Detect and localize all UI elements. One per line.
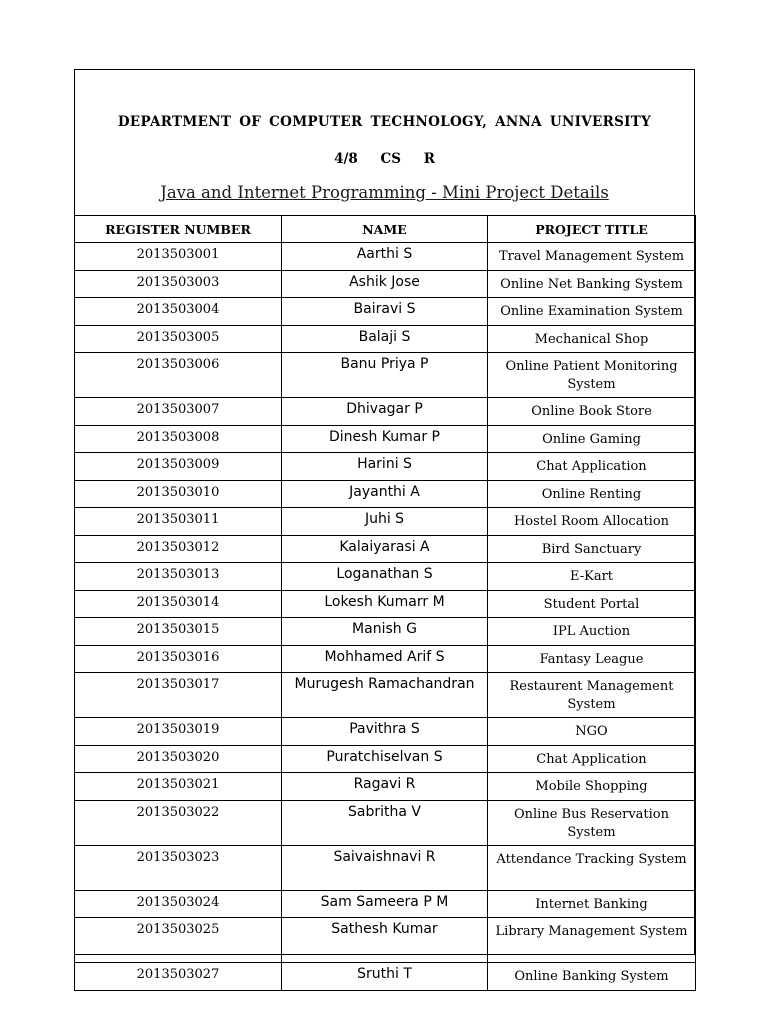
name-cell: Juhi S xyxy=(282,508,488,536)
register-number-cell: 2013503008 xyxy=(75,425,282,453)
register-number-cell: 2013503019 xyxy=(75,718,282,746)
project-title-cell: Attendance Tracking System xyxy=(488,845,696,890)
table-row xyxy=(75,718,696,746)
register-number-cell: 2013503007 xyxy=(75,398,282,426)
register-number-cell: 2013503006 xyxy=(75,353,282,398)
name-cell: Balaji S xyxy=(282,325,488,353)
name-cell: Bairavi S xyxy=(282,298,488,326)
name-cell: Loganathan S xyxy=(282,563,488,591)
table-row xyxy=(75,398,696,426)
name-cell: Banu Priya P xyxy=(282,353,488,398)
register-number-cell: 2013503017 xyxy=(75,673,282,718)
table-row xyxy=(75,270,696,298)
project-title-cell: Online Patient Monitoring System xyxy=(488,353,696,398)
project-title-cell: Online Bus Reservation System xyxy=(488,800,696,845)
table-row xyxy=(75,298,696,326)
register-number-cell: 2013503004 xyxy=(75,298,282,326)
name-cell: Lokesh Kumarr M xyxy=(282,590,488,618)
register-number-cell: 2013503023 xyxy=(75,845,282,890)
table-row xyxy=(75,325,696,353)
project-title-cell: Library Management System xyxy=(488,918,696,963)
name-cell: Jayanthi A xyxy=(282,480,488,508)
table-row xyxy=(75,673,696,718)
name-cell: Puratchiselvan S xyxy=(282,745,488,773)
document-title: Java and Internet Programming - Mini Project Details xyxy=(160,183,609,202)
project-table xyxy=(74,215,696,991)
table-row xyxy=(75,645,696,673)
register-number-cell: 2013503025 xyxy=(75,918,282,963)
column-header-register: REGISTER NUMBER xyxy=(75,216,282,243)
table-row xyxy=(75,590,696,618)
table-row xyxy=(75,535,696,563)
register-number-cell: 2013503020 xyxy=(75,745,282,773)
table-row xyxy=(75,508,696,536)
register-number-cell: 2013503016 xyxy=(75,645,282,673)
name-cell: Murugesh Ramachandran xyxy=(282,673,488,718)
name-cell: Saivaishnavi R xyxy=(282,845,488,890)
project-title-cell: Online Banking System xyxy=(488,963,696,991)
name-cell: Sathesh Kumar xyxy=(282,918,488,963)
register-number-cell: 2013503013 xyxy=(75,563,282,591)
table-row xyxy=(75,800,696,845)
register-number-cell: 2013503022 xyxy=(75,800,282,845)
table-row xyxy=(75,243,696,271)
project-title-cell: Online Gaming xyxy=(488,425,696,453)
name-cell: Pavithra S xyxy=(282,718,488,746)
table-row xyxy=(75,453,696,481)
table-row xyxy=(75,963,696,991)
register-number-cell: 2013503011 xyxy=(75,508,282,536)
project-title-cell: NGO xyxy=(488,718,696,746)
name-cell: Mohhamed Arif S xyxy=(282,645,488,673)
name-cell: Manish G xyxy=(282,618,488,646)
name-cell: Harini S xyxy=(282,453,488,481)
name-cell: Dinesh Kumar P xyxy=(282,425,488,453)
name-cell: Dhivagar P xyxy=(282,398,488,426)
table-body xyxy=(75,243,696,991)
project-title-cell: Travel Management System xyxy=(488,243,696,271)
project-title-cell: Online Book Store xyxy=(488,398,696,426)
register-number-cell: 2013503024 xyxy=(75,890,282,918)
register-number-cell: 2013503009 xyxy=(75,453,282,481)
project-title-cell: E-Kart xyxy=(488,563,696,591)
column-header-project: PROJECT TITLE xyxy=(488,216,696,243)
name-cell: Aarthi S xyxy=(282,243,488,271)
register-number-cell: 2013503015 xyxy=(75,618,282,646)
project-title-cell: Online Examination System xyxy=(488,298,696,326)
table-row xyxy=(75,745,696,773)
project-title-cell: Fantasy League xyxy=(488,645,696,673)
project-title-cell: Internet Banking xyxy=(488,890,696,918)
register-number-cell: 2013503005 xyxy=(75,325,282,353)
name-cell: Kalaiyarasi A xyxy=(282,535,488,563)
document-frame xyxy=(74,69,695,984)
register-number-cell: 2013503012 xyxy=(75,535,282,563)
table-row xyxy=(75,353,696,398)
name-cell: Sam Sameera P M xyxy=(282,890,488,918)
register-number-cell: 2013503010 xyxy=(75,480,282,508)
project-title-cell: Bird Sanctuary xyxy=(488,535,696,563)
register-number-cell: 2013503027 xyxy=(75,963,282,991)
name-cell: Sabritha V xyxy=(282,800,488,845)
table-row xyxy=(75,890,696,918)
register-number-cell: 2013503001 xyxy=(75,243,282,271)
table-row xyxy=(75,845,696,890)
project-title-cell: Online Net Banking System xyxy=(488,270,696,298)
table-row xyxy=(75,563,696,591)
project-title-cell: IPL Auction xyxy=(488,618,696,646)
department-heading: DEPARTMENT OF COMPUTER TECHNOLOGY, ANNA UNIVERSITY xyxy=(117,114,652,130)
table-header-row xyxy=(75,216,696,243)
register-number-cell: 2013503014 xyxy=(75,590,282,618)
table-row xyxy=(75,773,696,801)
document-header xyxy=(75,70,694,215)
name-cell: Sruthi T xyxy=(282,963,488,991)
register-number-cell: 2013503003 xyxy=(75,270,282,298)
project-title-cell: Restaurent Management System xyxy=(488,673,696,718)
table-row xyxy=(75,618,696,646)
project-title-cell: Mechanical Shop xyxy=(488,325,696,353)
name-cell: Ragavi R xyxy=(282,773,488,801)
column-header-name: NAME xyxy=(282,216,488,243)
project-title-cell: Chat Application xyxy=(488,453,696,481)
name-cell: Ashik Jose xyxy=(282,270,488,298)
table-row xyxy=(75,918,696,963)
project-title-cell: Mobile Shopping xyxy=(488,773,696,801)
project-title-cell: Hostel Room Allocation xyxy=(488,508,696,536)
table-row xyxy=(75,480,696,508)
project-title-cell: Chat Application xyxy=(488,745,696,773)
project-title-cell: Student Portal xyxy=(488,590,696,618)
table-row xyxy=(75,425,696,453)
project-title-cell: Online Renting xyxy=(488,480,696,508)
register-number-cell: 2013503021 xyxy=(75,773,282,801)
class-line: 4/8 CS R xyxy=(334,151,435,167)
